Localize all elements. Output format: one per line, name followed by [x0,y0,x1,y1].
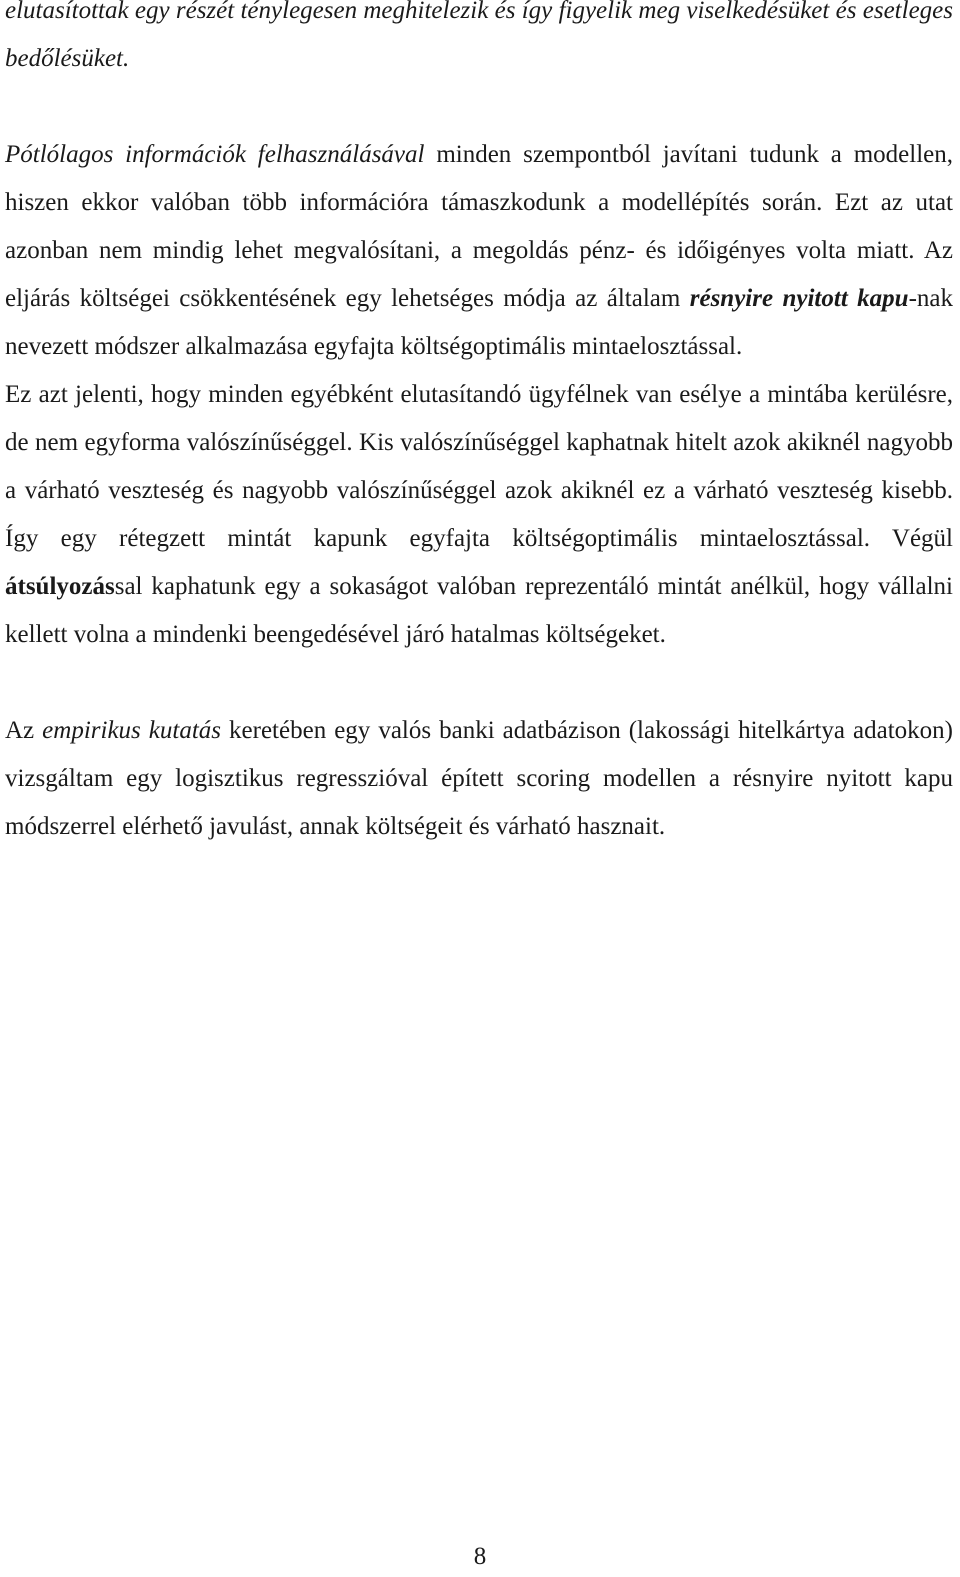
page-number: 8 [473,1543,487,1570]
paragraph-4-text-2: keretében egy valós banki adatbázison (lakossági hitelkártya adatokon) vizsgáltam egy logisztikus regresszióval épített scoring modellen a résnyire nyitott kapu módszerrel elérhető javulást, annak költségeit és várható hasznait. [5,717,953,840]
paragraph-3-text-1: Ez azt jelenti, hogy minden egyébként elutasítandó ügyfélnek van esélye a mintába kerülésre, de nem egyforma valószínűséggel. Kis valószínűséggel kaphatnak hitelt azok akiknél nagyobb a várható veszteség és nagyobb valószínűséggel azok akiknél ez a várható veszteség kisebb. Így egy rétegzett mintát kapunk egyfajta költségoptimális mintaelosztással. Végül [5,381,953,552]
paragraph-3-text-2: sal kaphatunk egy a sokaságot valóban reprezentáló mintát anélkül, hogy vállalni kellett volna a mindenki beengedésével járó hatalmas költségeket. [5,573,953,648]
paragraph-2-text-1: minden szempontból javítani tudunk a modellen, hiszen ekkor valóban több információra támaszkodunk a modellépítés során. Ezt az utat azonban nem mindig lehet megvalósítani, a megoldás pénz- és időigényes volta miatt. Az eljárás költségei csökkentésének egy lehetséges módja az általam [5,141,953,312]
paragraph-2 [5,131,953,371]
paragraph-1 [5,0,953,83]
paragraph-2-bold-italic-term: résnyire nyitott kapu [689,285,909,312]
paragraph-2-text-2: -nak nevezett módszer alkalmazása egyfajta költségoptimális mintaelosztással. [5,285,954,360]
paragraph-1-text: elutasítottak egy részét ténylegesen meghitelezik és így figyelik meg viselkedésüket és esetleges bedőlésüket. [5,0,953,72]
paragraph-4-italic-term: empirikus kutatás [42,717,222,744]
paragraph-4-text-1: Az [5,717,43,744]
paragraph-3 [5,371,953,659]
paragraph-4 [5,707,953,851]
document-page [5,0,953,851]
paragraph-3-bold-term: átsúlyozás [5,573,115,600]
paragraph-2-italic-lead: Pótlólagos információk felhasználásával [5,141,425,168]
